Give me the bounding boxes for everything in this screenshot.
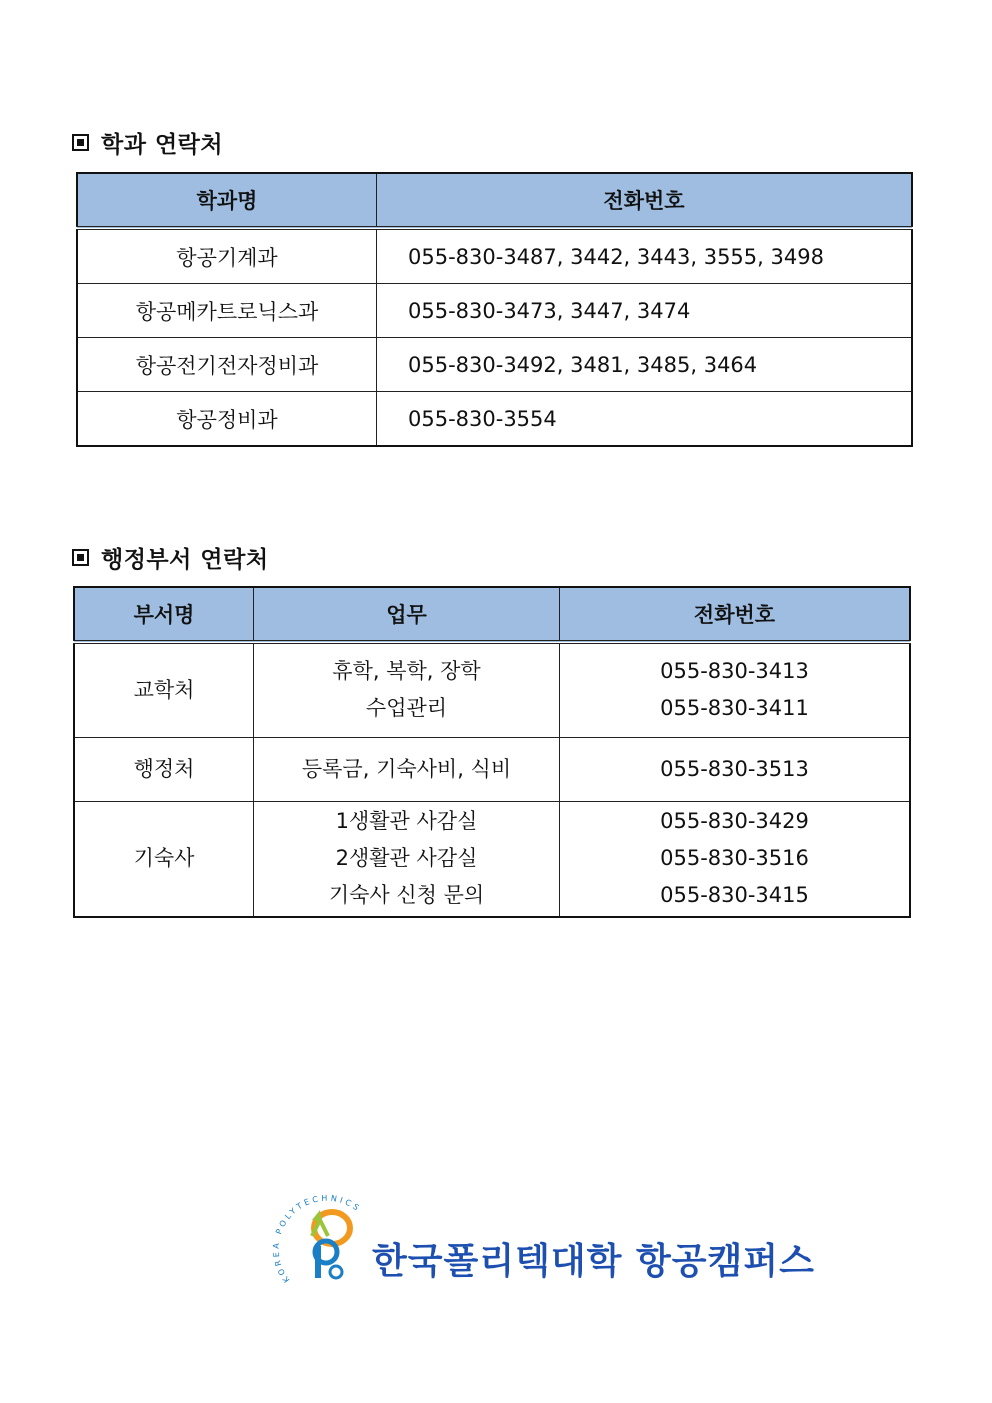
table-row bbox=[74, 642, 910, 737]
table-row bbox=[77, 284, 912, 338]
dept-phone: 055-830-3487, 3442, 3443, 3555, 3498 bbox=[377, 228, 913, 284]
header-duties: 업무 bbox=[254, 587, 560, 642]
duty-line: 수업관리 bbox=[365, 696, 448, 721]
dept-name: 항공메카트로닉스과 bbox=[77, 284, 377, 338]
table-row bbox=[77, 228, 912, 284]
header-dept-name: 학과명 bbox=[77, 173, 377, 228]
dept-phone: 055-830-3554 bbox=[377, 392, 913, 447]
dept-phone: 055-830-3473, 3447, 3474 bbox=[377, 284, 913, 338]
section-title-departments bbox=[72, 126, 223, 159]
section-title-admin bbox=[72, 541, 269, 574]
campus-name: 한국폴리텍대학 항공캠퍼스 bbox=[372, 1241, 815, 1282]
duty-line: 등록금, 기숙사비, 식비 bbox=[301, 756, 512, 781]
table-header-row bbox=[74, 587, 910, 642]
duty-line: 휴학, 복학, 장학 bbox=[332, 659, 481, 684]
table-row bbox=[74, 801, 910, 917]
office-phones bbox=[560, 642, 911, 737]
phone-line: 055-830-3411 bbox=[660, 696, 809, 721]
table-header-row bbox=[77, 173, 912, 228]
header-phone: 전화번호 bbox=[560, 587, 911, 642]
office-duties bbox=[254, 642, 560, 737]
phone-line: 055-830-3415 bbox=[660, 883, 809, 908]
dept-name: 항공기계과 bbox=[77, 228, 377, 284]
office-phones bbox=[560, 801, 911, 917]
admin-contact-table bbox=[73, 586, 911, 918]
header-phone: 전화번호 bbox=[377, 173, 913, 228]
office-duties bbox=[254, 737, 560, 801]
dept-name: 항공전기전자정비과 bbox=[77, 338, 377, 392]
office-name: 행정처 bbox=[74, 737, 254, 801]
phone-line: 055-830-3513 bbox=[660, 756, 809, 781]
table-row bbox=[74, 737, 910, 801]
office-name: 교학처 bbox=[74, 642, 254, 737]
phone-line: 055-830-3429 bbox=[660, 809, 809, 834]
section-title-text: 학과 연락처 bbox=[101, 132, 224, 158]
office-duties bbox=[254, 801, 560, 917]
square-bullet-icon bbox=[72, 134, 89, 151]
phone-line: 055-830-3516 bbox=[660, 846, 809, 871]
duty-line: 2생활관 사감실 bbox=[335, 846, 478, 871]
square-bullet-icon bbox=[72, 549, 89, 566]
polytechnics-emblem-icon bbox=[272, 1180, 372, 1290]
dept-phone: 055-830-3492, 3481, 3485, 3464 bbox=[377, 338, 913, 392]
table-row bbox=[77, 392, 912, 447]
table-row bbox=[77, 338, 912, 392]
section-title-text: 행정부서 연락처 bbox=[101, 547, 269, 573]
header-office: 부서명 bbox=[74, 587, 254, 642]
svg-text:KOREA POLYTECHNICS: KOREA POLYTECHNICS bbox=[272, 1193, 363, 1285]
department-contact-table bbox=[76, 172, 913, 447]
duty-line: 기숙사 신청 문의 bbox=[328, 883, 485, 908]
duty-line: 1생활관 사감실 bbox=[335, 809, 478, 834]
office-phones bbox=[560, 737, 911, 801]
dept-name: 항공정비과 bbox=[77, 392, 377, 447]
phone-line: 055-830-3413 bbox=[660, 659, 809, 684]
office-name: 기숙사 bbox=[74, 801, 254, 917]
